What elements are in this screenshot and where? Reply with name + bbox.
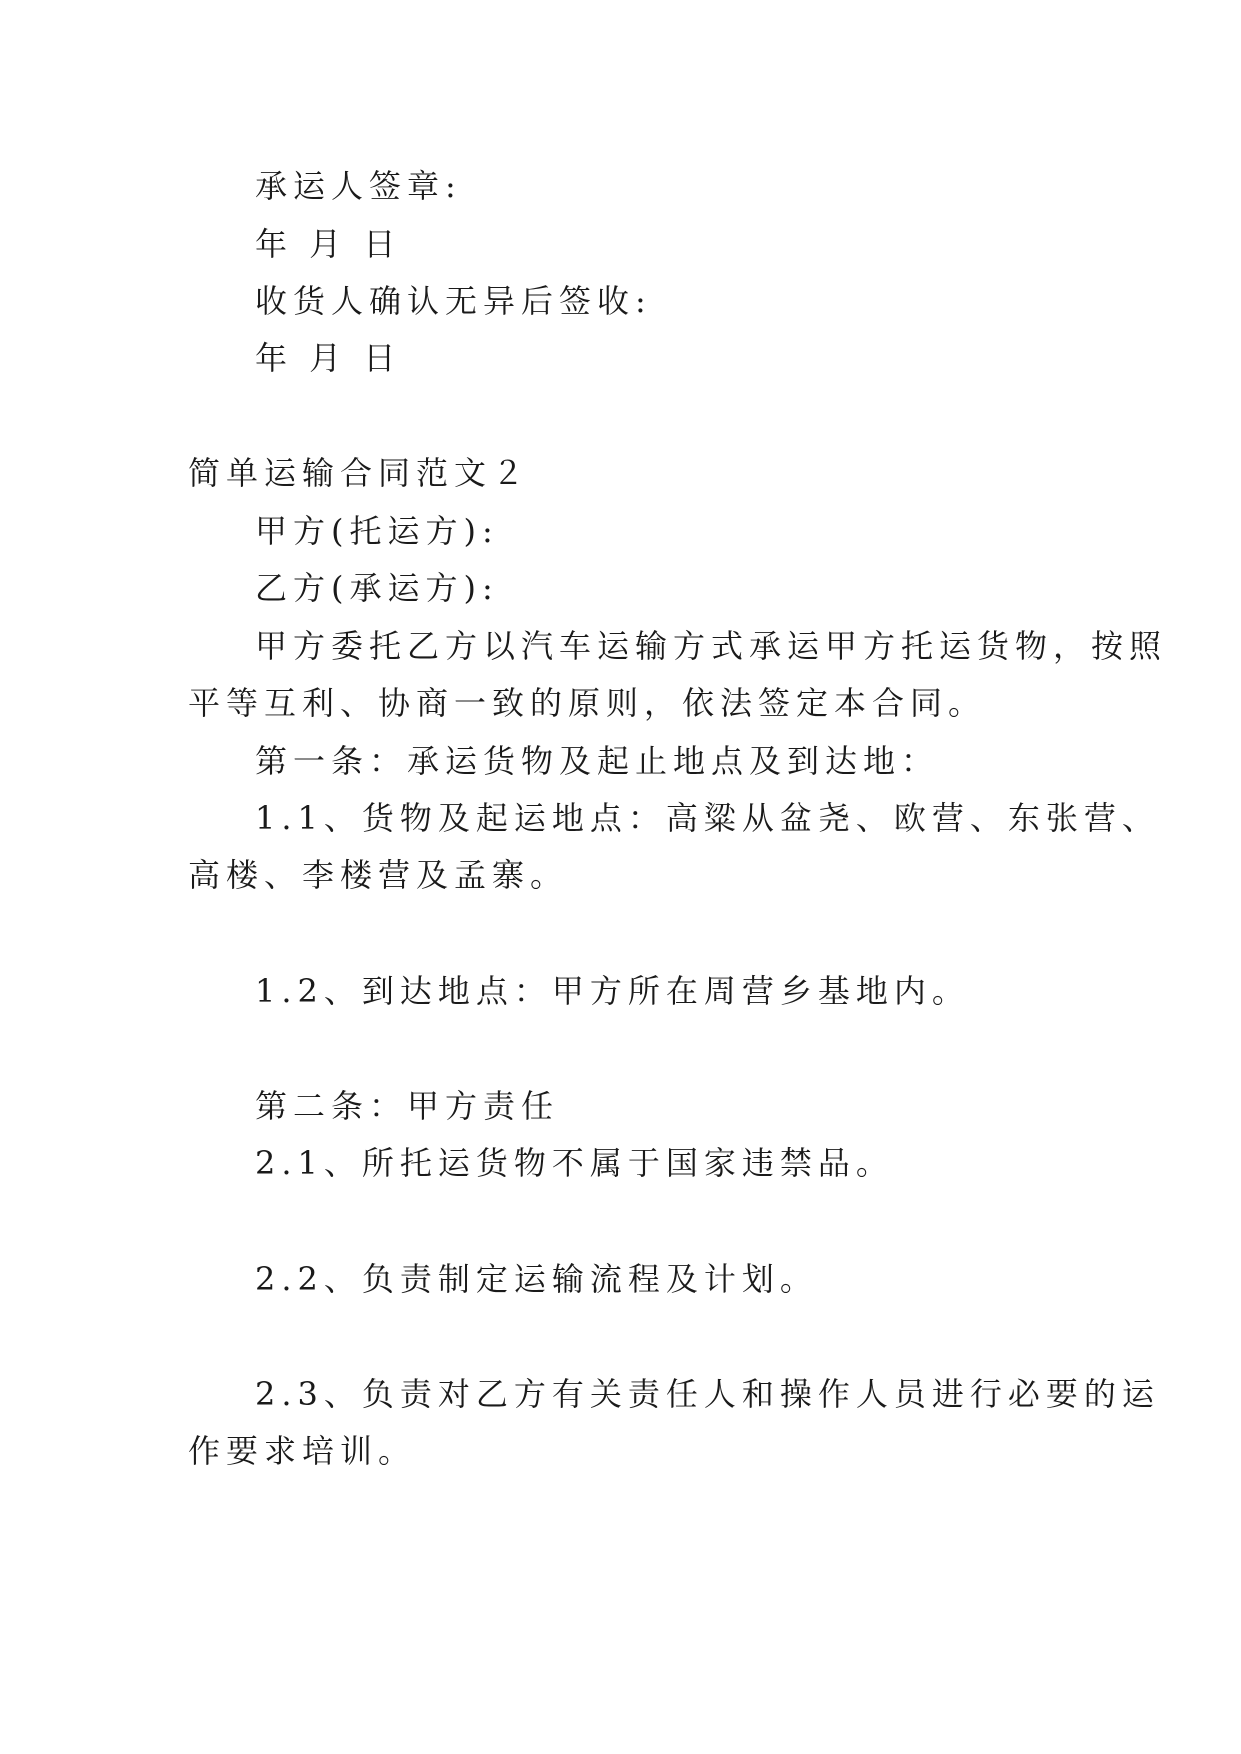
article-1-title: 第一条：承运货物及起止地点及到达地： bbox=[255, 742, 940, 780]
item-1-1-line-2: 高楼、李楼营及孟寨。 bbox=[188, 856, 569, 894]
item-2-2: 2.2、负责制定运输流程及计划。 bbox=[255, 1260, 818, 1298]
party-b: 乙方(承运方): bbox=[255, 569, 499, 607]
item-2-1: 2.1、所托运货物不属于国家违禁品。 bbox=[255, 1144, 894, 1182]
intro-paragraph-line-1: 甲方委托乙方以汽车运输方式承运甲方托运货物，按照 bbox=[255, 627, 1168, 665]
party-a: 甲方(托运方): bbox=[255, 512, 499, 550]
item-2-3-line-1: 2.3、负责对乙方有关责任人和操作人员进行必要的运 bbox=[255, 1375, 1160, 1413]
intro-paragraph-line-2: 平等互利、协商一致的原则，依法签定本合同。 bbox=[188, 684, 987, 722]
section-title: 简单运输合同范文２ bbox=[188, 454, 531, 492]
carrier-signature-label: 承运人签章: bbox=[255, 167, 462, 205]
item-2-3-line-2: 作要求培训。 bbox=[188, 1432, 417, 1470]
item-1-2: 1.2、到达地点：甲方所在周营乡基地内。 bbox=[255, 972, 970, 1010]
consignee-signature-date: 年 月 日 bbox=[255, 339, 402, 377]
carrier-signature-date: 年 月 日 bbox=[255, 225, 402, 263]
item-1-1-line-1: 1.1、货物及起运地点：高粱从盆尧、欧营、东张营、 bbox=[255, 799, 1160, 837]
article-2-title: 第二条：甲方责任 bbox=[255, 1087, 560, 1125]
consignee-signature-label: 收货人确认无异后签收: bbox=[255, 282, 652, 320]
